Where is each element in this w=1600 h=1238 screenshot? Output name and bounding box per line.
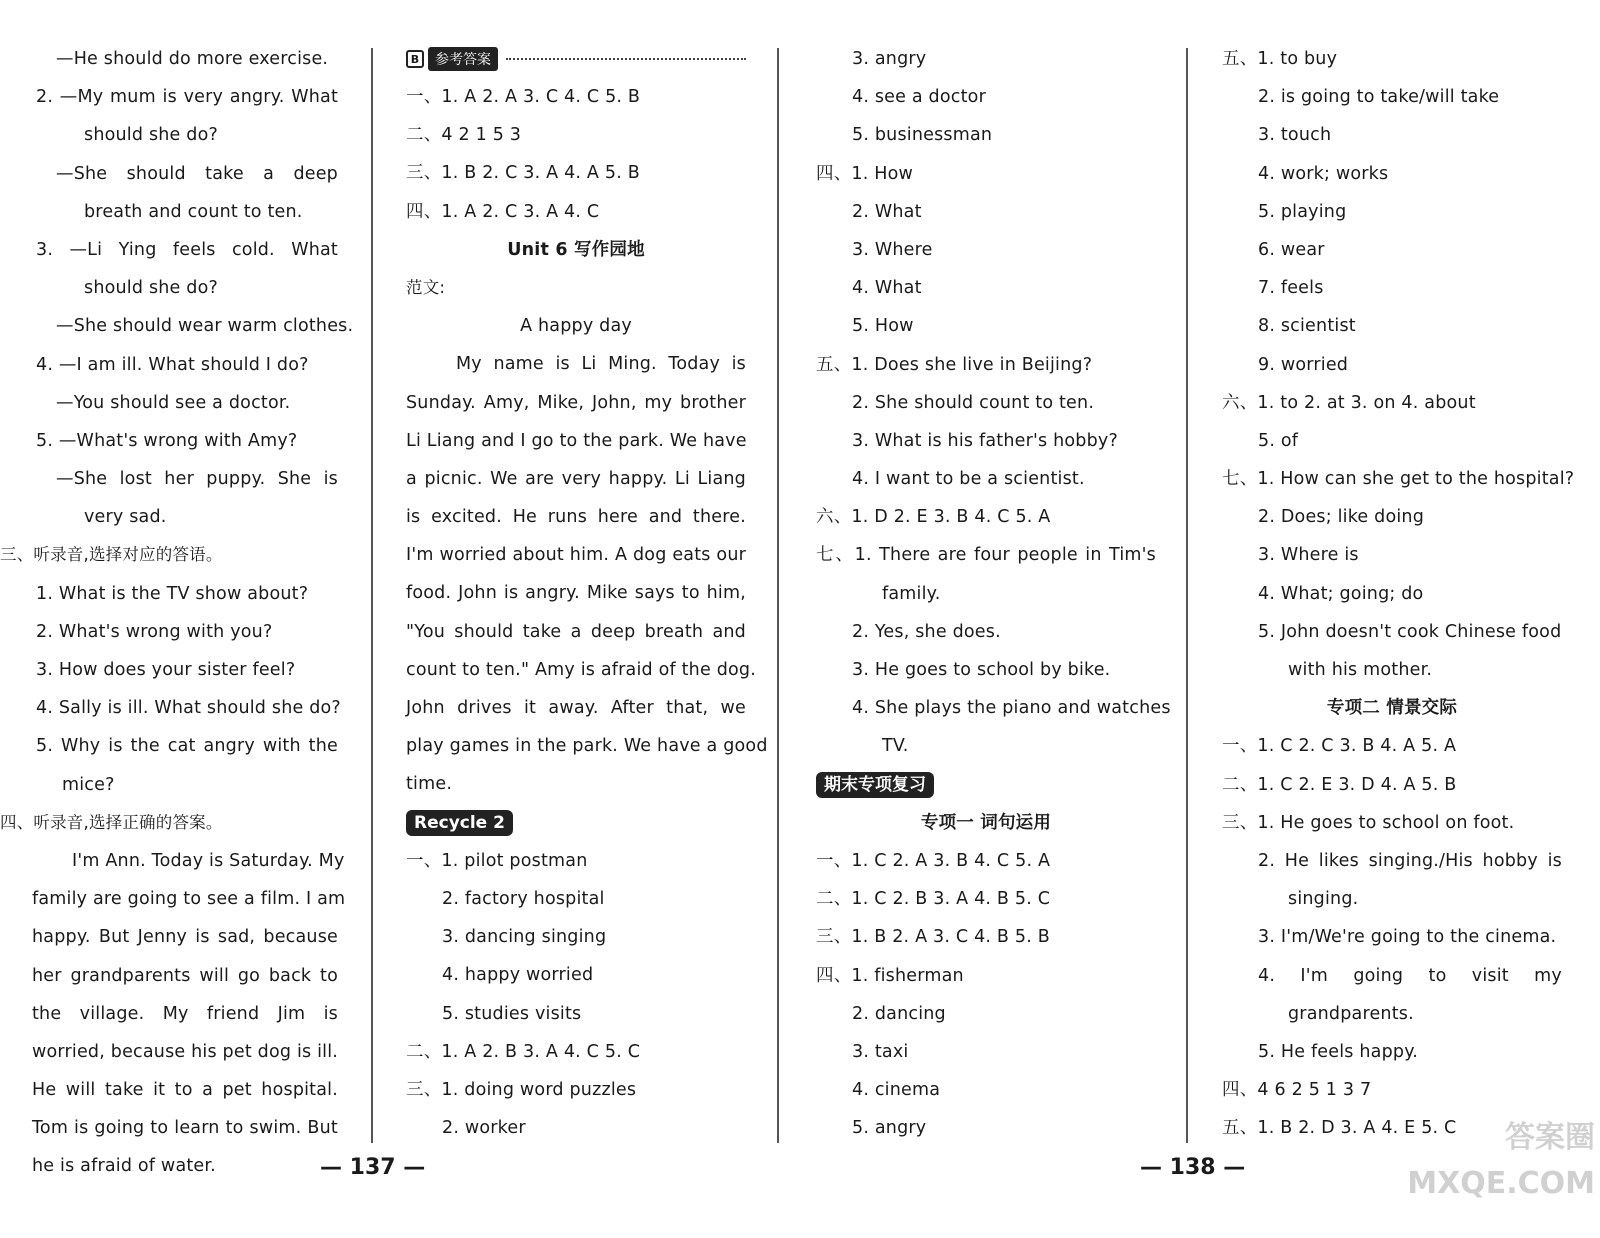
text-line: is excited. He runs here and there.	[406, 507, 746, 528]
text-line: —She lost her puppy. She is	[56, 469, 338, 490]
dotted-rule	[506, 58, 746, 60]
text-line: should she do?	[84, 125, 218, 146]
column-divider	[1186, 48, 1188, 1143]
text-line: her grandparents will go back to	[32, 965, 338, 986]
text-line: "You should take a deep breath and	[406, 621, 746, 642]
section-heading: 三、听录音,选择对应的答语。	[0, 545, 223, 565]
text-line: 三、1. B 2. C 3. A 4. A 5. B	[406, 163, 640, 184]
text-line: —She should wear warm clothes.	[56, 316, 354, 337]
text-line: 2. Does; like doing	[1258, 507, 1425, 528]
text-line: 5. studies visits	[442, 1003, 582, 1024]
text-line: 5. angry	[852, 1118, 927, 1139]
text-line: —You should see a doctor.	[56, 392, 291, 413]
text-line: 4. I'm going to visit my	[1258, 965, 1562, 986]
text-line: 6. wear	[1258, 239, 1325, 260]
text-line: Li Liang and I go to the park. We have	[406, 430, 747, 451]
text-line: 3. Where	[852, 239, 933, 260]
text-line: 1. What is the TV show about?	[36, 583, 309, 604]
text-line: —She should take a deep	[56, 163, 338, 184]
text-line: food. John is angry. Mike says to him,	[406, 583, 746, 604]
text-line: 4. Sally is ill. What should she do?	[36, 698, 341, 719]
text-line: family are going to see a film. I am	[32, 889, 346, 910]
text-line: 一、1. A 2. A 3. C 4. C 5. B	[406, 87, 641, 107]
text-line: 3. How does your sister feel?	[36, 660, 296, 680]
text-line: 3. I'm/We're going to the cinema.	[1258, 927, 1557, 948]
text-line: 4. What; going; do	[1258, 583, 1424, 604]
text-line: 一、1. pilot postman	[406, 850, 588, 871]
watermark: 答案圈 MXQE.COM	[1407, 1120, 1595, 1201]
text-line: 5. of	[1258, 430, 1299, 451]
text-line: 3. —Li Ying feels cold. What	[36, 239, 338, 260]
text-line: 四、4 6 2 5 1 3 7	[1222, 1080, 1372, 1101]
text-line: 4. What	[852, 278, 922, 299]
text-line: time.	[406, 774, 453, 795]
text-line: 7. feels	[1258, 278, 1324, 299]
text-line: I'm Ann. Today is Saturday. My	[72, 850, 345, 871]
text-line: 5. He feels happy.	[1258, 1041, 1419, 1062]
text-line: 2. She should count to ten.	[852, 392, 1095, 413]
text-line: 8. scientist	[1258, 316, 1356, 337]
column-4	[1222, 40, 1575, 1147]
text-line: 3. He goes to school by bike.	[852, 660, 1111, 680]
text-line: Sunday. Amy, Mike, John, my brother	[406, 392, 746, 413]
answer-key-label: 参考答案	[428, 47, 498, 71]
text-line: 四、1. How	[816, 163, 914, 184]
text-line: 七、1. There are four people in Tim's	[816, 545, 1156, 566]
text-line: 2. Yes, she does.	[852, 621, 1001, 642]
column-divider	[371, 48, 373, 1143]
text-line: 六、1. D 2. E 3. B 4. C 5. A	[816, 507, 1051, 528]
text-line: 2. dancing	[852, 1003, 946, 1024]
text-line: I'm worried about him. A dog eats our	[406, 545, 746, 566]
text-line: 4. She plays the piano and watches	[852, 698, 1171, 719]
text-line: 5. Why is the cat angry with the	[36, 736, 338, 757]
text-line: should she do?	[84, 278, 218, 299]
text-line: 五、1. to buy	[1222, 49, 1338, 69]
section-title: 专项一 词句运用	[920, 812, 1052, 833]
text-line: My name is Li Ming. Today is	[456, 354, 746, 375]
column-1	[0, 40, 354, 1186]
text-line: He will take it to a pet hospital.	[32, 1080, 338, 1101]
text-line: 五、1. B 2. D 3. A 4. E 5. C	[1222, 1118, 1457, 1139]
text-line: 一、1. C 2. C 3. B 4. A 5. A	[1222, 736, 1457, 757]
text-line: 二、1. C 2. E 3. D 4. A 5. B	[1222, 774, 1457, 795]
text-line: —He should do more exercise.	[56, 49, 329, 69]
essay-title: A happy day	[520, 316, 632, 337]
recycle-badge: Recycle 2	[406, 810, 513, 836]
text-line: count to ten." Amy is afraid of the dog.	[406, 659, 756, 680]
text-line: breath and count to ten.	[84, 201, 303, 222]
text-line: 四、1. A 2. C 3. A 4. C	[406, 201, 600, 222]
text-line: 范文:	[406, 277, 446, 297]
final-review-badge: 期末专项复习	[816, 772, 934, 798]
text-line: play games in the park. We have a good	[406, 736, 768, 757]
page-number-left: — 137 —	[320, 1155, 426, 1180]
page-number-right: — 138 —	[1140, 1155, 1246, 1180]
text-line: 2. factory hospital	[442, 888, 605, 909]
answer-key-header	[406, 40, 746, 78]
text-line: 三、1. B 2. A 3. C 4. B 5. B	[816, 927, 1050, 948]
text-line: 一、1. C 2. A 3. B 4. C 5. A	[816, 850, 1051, 871]
text-line: 四、1. fisherman	[816, 965, 964, 986]
text-line: 5. playing	[1258, 201, 1347, 222]
section-title: Unit 6 写作园地	[507, 239, 645, 260]
text-line: worried, because his pet dog is ill.	[32, 1041, 339, 1062]
text-line: with his mother.	[1288, 660, 1433, 680]
section-title: 专项二 情景交际	[1326, 698, 1458, 719]
text-line: 5. businessman	[852, 125, 993, 146]
text-line: very sad.	[84, 507, 167, 528]
text-line: 2. —My mum is very angry. What	[36, 87, 338, 108]
text-line: 2. worker	[442, 1118, 526, 1139]
text-line: 3. What is his father's hobby?	[852, 430, 1118, 451]
text-line: 4. happy worried	[442, 965, 594, 986]
section-heading: 四、听录音,选择正确的答案。	[0, 812, 223, 832]
text-line: 3. taxi	[852, 1041, 909, 1062]
text-line: 二、1. C 2. B 3. A 4. B 5. C	[816, 889, 1051, 910]
text-line: 二、4 2 1 5 3	[406, 125, 522, 146]
text-line: 5. How	[852, 316, 914, 337]
answer-key-icon: B	[406, 50, 424, 68]
text-line: grandparents.	[1288, 1003, 1414, 1024]
text-line: 五、1. Does she live in Beijing?	[816, 354, 1093, 375]
text-line: 六、1. to 2. at 3. on 4. about	[1222, 392, 1476, 413]
text-line: 2. is going to take/will take	[1258, 87, 1500, 108]
text-line: singing.	[1288, 889, 1359, 910]
text-line: mice?	[62, 774, 115, 795]
text-line: 3. angry	[852, 49, 927, 69]
text-line: 3. touch	[1258, 125, 1332, 146]
text-line: 4. cinema	[852, 1080, 941, 1101]
text-line: 3. dancing singing	[442, 927, 607, 948]
text-line: Tom is going to learn to swim. But	[32, 1118, 338, 1139]
text-line: 3. Where is	[1258, 545, 1359, 566]
text-line: 2. What's wrong with you?	[36, 621, 273, 642]
column-divider	[777, 48, 779, 1143]
text-line: 2. He likes singing./His hobby is	[1258, 850, 1562, 871]
text-line: family.	[882, 583, 941, 604]
column-3	[816, 40, 1171, 1147]
text-line: 七、1. How can she get to the hospital?	[1222, 469, 1575, 490]
text-line: 5. —What's wrong with Amy?	[36, 430, 298, 451]
column-2	[406, 40, 768, 1147]
text-line: 4. work; works	[1258, 163, 1389, 184]
text-line: 5. John doesn't cook Chinese food	[1258, 621, 1562, 642]
text-line: 二、1. A 2. B 3. A 4. C 5. C	[406, 1041, 641, 1062]
text-line: 三、1. He goes to school on foot.	[1222, 812, 1515, 833]
text-line: TV.	[882, 736, 909, 757]
text-line: the village. My friend Jim is	[32, 1003, 338, 1024]
text-line: 三、1. doing word puzzles	[406, 1079, 637, 1100]
text-line: 2. What	[852, 201, 922, 222]
text-line: happy. But Jenny is sad, because	[32, 927, 338, 948]
text-line: John drives it away. After that, we	[406, 698, 746, 718]
text-line: 9. worried	[1258, 354, 1349, 375]
text-line: a picnic. We are very happy. Li Liang	[406, 468, 746, 489]
text-line: 4. I want to be a scientist.	[852, 469, 1085, 490]
text-line: 4. —I am ill. What should I do?	[36, 354, 309, 375]
text-line: 4. see a doctor	[852, 87, 986, 108]
text-line: he is afraid of water.	[32, 1156, 216, 1177]
